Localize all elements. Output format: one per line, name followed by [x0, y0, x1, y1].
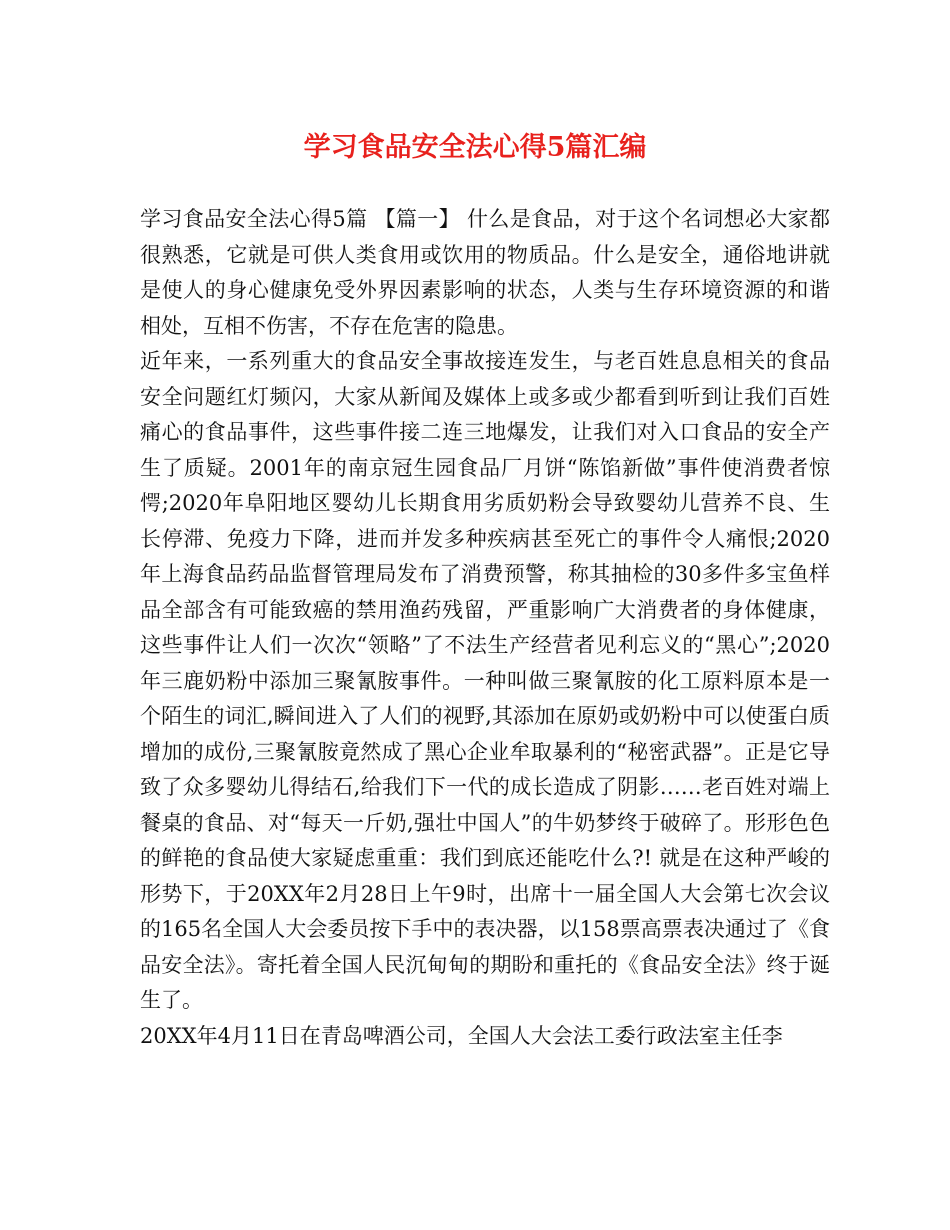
document-body	[140, 202, 830, 1054]
document-title: 学习食品安全法心得5篇汇编	[303, 132, 647, 163]
paragraph-2: 近年来，一系列重大的食品安全事故接连发生，与老百姓息息相关的食品安全问题红灯频闪，大家从新闻及媒体上或多或少都看到听到让我们百姓痛心的食品事件，这些事件接二连三地爆发，让我们对入口食品的安全产生了质疑。2001年的南京冠生园食品厂月饼“陈馅新做”事件使消费者惊愕;2020年阜阳地区婴幼儿长期食用劣质奶粉会导致婴幼儿营养不良、生长停滞、免疫力下降，进而并发多种疾病甚至死亡的事件令人痛恨;2020年上海食品药品监督管理局发布了消费预警，称其抽检的30多件多宝鱼样品全部含有可能致癌的禁用渔药残留，严重影响广大消费者的身体健康，这些事件让人们一次次“领略”了不法生产经营者见利忘义的“黑心”;2020年三鹿奶粉中添加三聚氰胺事件。一种叫做三聚氰胺的化工原料原本是一个陌生的词汇,瞬间进入了人们的视野,其添加在原奶或奶粉中可以使蛋白质增加的成份,三聚氰胺竟然成了黑心企业牟取暴利的“秘密武器”。正是它导致了众多婴幼儿得结石,给我们下一代的成长造成了阴影……老百姓对端上餐桌的食品、对“每天一斤奶,强壮中国人”的牛奶梦终于破碎了。形形色色的鲜艳的食品使大家疑虑重重：我们到底还能吃什么?! 就是在这种严峻的形势下，于20XX年2月28日上午9时，出席十一届全国人大会第七次会议的165名全国人大会委员按下手中的表决器，以158票高票表决通过了《食品安全法》。寄托着全国人民沉甸甸的期盼和重托的《食品安全法》终于诞生了。	[140, 349, 830, 1012]
paragraph-3: 20XX年4月11日在青岛啤酒公司，全国人大会法工委行政法室主任李	[140, 1023, 783, 1048]
paragraph-1: 学习食品安全法心得5篇 【篇一】 什么是食品，对于这个名词想必大家都很熟悉，它就是可供人类食用或饮用的物质品。什么是安全，通俗地讲就是使人的身心健康免受外界因素影响的状态，人类与生存环境资源的和谐相处，互相不伤害，不存在危害的隐患。	[140, 207, 830, 338]
